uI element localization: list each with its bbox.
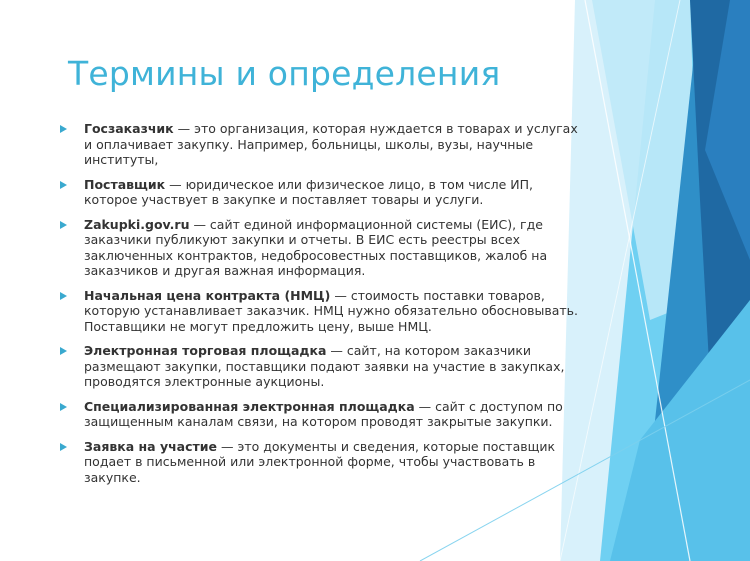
- triangle-bullet-icon: [60, 181, 67, 189]
- list-item: [60, 343, 580, 390]
- term-definition: — это документы и сведения, которые поставщик подает в письменной или электронной форме, чтобы участвовать в закупке.: [84, 438, 556, 485]
- slide-title: Термины и определения: [68, 54, 501, 93]
- term-definition: — стоимость поставки товаров, которую устанавливает заказчик. НМЦ нужно обязательно обосновывать. Поставщики не могут предложить цену, выше НМЦ.: [84, 287, 578, 334]
- triangle-bullet-icon: [60, 292, 67, 300]
- term-name: Заявка на участие: [84, 438, 218, 454]
- term-name: Госзаказчик: [84, 121, 174, 136]
- term-name: Начальная цена контракта (НМЦ): [84, 287, 331, 303]
- triangle-bullet-icon: [60, 443, 67, 451]
- term-name: Специализированная электронная площадка: [84, 398, 415, 414]
- terms-list: [60, 121, 580, 494]
- term-definition: — сайт с доступом по защищенным каналам связи, на котором проводят закрытые закупки.: [84, 398, 563, 429]
- triangle-bullet-icon: [60, 403, 67, 411]
- list-item: [60, 217, 580, 279]
- term-definition: — это организация, которая нуждается в товарах и услугах и оплачивает закупку. Например, больницы, школы, вузы, научные институты,: [84, 121, 578, 167]
- list-item: [60, 288, 580, 335]
- term-definition: — юридическое или физическое лицо, в том числе ИП, которое участвует в закупке и поставляет товары и услуги.: [84, 176, 533, 207]
- term-definition: — сайт единой информационной системы (ЕИС), где заказчики публикуют закупки и отчеты. В ЕИС есть реестры всех заключенных контрактов, недобросовестных поставщиков, жалоб на заказчиков и другая важная информация.: [84, 216, 548, 278]
- triangle-bullet-icon: [60, 347, 67, 355]
- term-name: Zakupki.gov.ru: [84, 216, 190, 232]
- triangle-bullet-icon: [60, 221, 67, 229]
- term-name: Поставщик: [84, 176, 166, 192]
- term-definition: — сайт, на котором заказчики размещают закупки, поставщики подают заявки на участие в закупках, проводятся электронные аукционы.: [84, 343, 565, 389]
- list-item: [60, 439, 580, 486]
- list-item: [60, 121, 580, 168]
- list-item: [60, 177, 580, 208]
- triangle-bullet-icon: [60, 125, 67, 133]
- term-name: Электронная торговая площадка: [84, 343, 327, 358]
- list-item: [60, 399, 580, 430]
